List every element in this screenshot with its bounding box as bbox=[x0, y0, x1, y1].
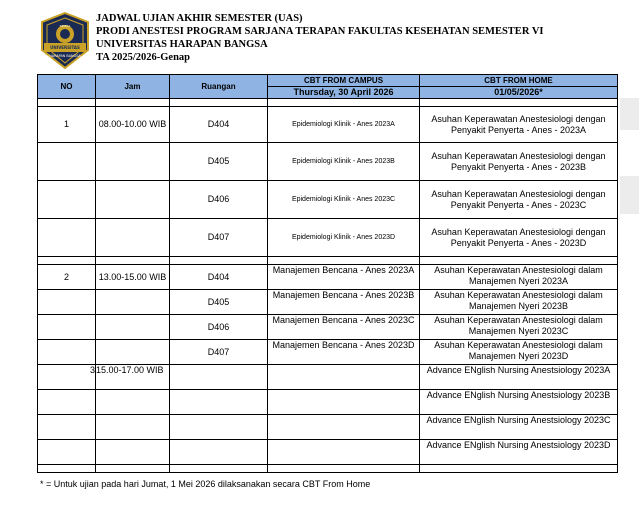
cell-campus-exam: Epidemiologi Klinik - Anes 2023A bbox=[268, 107, 420, 143]
cell-room: D406 bbox=[170, 181, 268, 219]
table-row bbox=[38, 390, 618, 415]
cell-no bbox=[38, 290, 96, 315]
cell-campus-exam: Manajemen Bencana - Anes 2023B bbox=[268, 290, 420, 315]
cell-home-exam: Advance ENglish Nursing Anestsiology 2023C bbox=[420, 415, 618, 440]
col-header-home-date: 01/05/2026* bbox=[420, 87, 618, 99]
table-row bbox=[38, 181, 618, 219]
cell-no bbox=[38, 181, 96, 219]
header-program: PRODI ANESTESI PROGRAM SARJANA TERAPAN FAKULTAS KESEHATAN SEMESTER VI bbox=[96, 26, 544, 37]
table-row bbox=[38, 415, 618, 440]
cell-no bbox=[38, 143, 96, 181]
cell-home-exam: Asuhan Keperawatan Anestesiologi dalam Manajemen Nyeri 2023D bbox=[420, 340, 618, 365]
cell-home-exam: Asuhan Keperawatan Anestesiologi dengan Penyakit Penyerta - Anes - 2023D bbox=[420, 219, 618, 257]
svg-text:UNIVERSITAS: UNIVERSITAS bbox=[50, 45, 80, 50]
table-row bbox=[38, 340, 618, 365]
cell-no bbox=[38, 390, 96, 415]
document-header bbox=[38, 12, 558, 72]
cell-campus-exam bbox=[268, 390, 420, 415]
header-title: JADWAL UJIAN AKHIR SEMESTER (UAS) bbox=[96, 13, 303, 24]
table-row bbox=[38, 143, 618, 181]
cell-home-exam: Asuhan Keperawatan Anestesiologi dalam Manajemen Nyeri 2023C bbox=[420, 315, 618, 340]
header-university: UNIVERSITAS HARAPAN BANGSA bbox=[96, 39, 268, 50]
table-row bbox=[38, 440, 618, 465]
table-row bbox=[38, 290, 618, 315]
col-header-home: CBT FROM HOME bbox=[420, 75, 618, 87]
cell-home-exam: Asuhan Keperawatan Anestesiologi dengan Penyakit Penyerta - Anes - 2023C bbox=[420, 181, 618, 219]
col-header-campus-date: Thursday, 30 April 2026 bbox=[268, 87, 420, 99]
cell-no: 2 bbox=[38, 265, 96, 290]
cell-no bbox=[38, 340, 96, 365]
col-header-ruangan: Ruangan bbox=[170, 75, 268, 99]
cell-room bbox=[170, 415, 268, 440]
cell-room: D407 bbox=[170, 340, 268, 365]
cell-home-exam: Asuhan Keperawatan Anestesiologi dalam Manajemen Nyeri 2023B bbox=[420, 290, 618, 315]
cell-room: D405 bbox=[170, 143, 268, 181]
cell-room bbox=[170, 440, 268, 465]
cell-home-exam: Asuhan Keperawatan Anestesiologi dengan Penyakit Penyerta - Anes - 2023A bbox=[420, 107, 618, 143]
cell-no bbox=[38, 315, 96, 340]
spacer-row bbox=[38, 99, 618, 107]
cell-home-exam: Asuhan Keperawatan Anestesiologi dalam Manajemen Nyeri 2023A bbox=[420, 265, 618, 290]
cell-home-exam: Advance ENglish Nursing Anestsiology 2023B bbox=[420, 390, 618, 415]
cell-campus-exam: Manajemen Bencana - Anes 2023D bbox=[268, 340, 420, 365]
cell-home-exam: Advance ENglish Nursing Anestsiology 2023D bbox=[420, 440, 618, 465]
cell-jam: 13.00-15.00 WIB bbox=[96, 265, 170, 290]
right-edge-stripe bbox=[620, 176, 639, 214]
header-text bbox=[96, 12, 544, 64]
cell-room bbox=[170, 365, 268, 390]
cell-no bbox=[38, 440, 96, 465]
table-row bbox=[38, 365, 618, 390]
cell-campus-exam: Manajemen Bencana - Anes 2023A bbox=[268, 265, 420, 290]
col-header-no: NO bbox=[38, 75, 96, 99]
svg-text:SEMUA: SEMUA bbox=[59, 24, 71, 28]
cell-jam: 08.00-10.00 WIB bbox=[96, 107, 170, 143]
cell-jam bbox=[96, 390, 170, 415]
cell-jam: 15.00-17.00 WIB bbox=[96, 365, 170, 390]
cell-room: D407 bbox=[170, 219, 268, 257]
cell-jam bbox=[96, 315, 170, 340]
cell-no: 1 bbox=[38, 107, 96, 143]
footnote: * = Untuk ujian pada hari Jumat, 1 Mei 2026 dilaksanakan secara CBT From Home bbox=[40, 479, 371, 489]
right-edge-stripe bbox=[620, 98, 639, 130]
cell-jam bbox=[96, 340, 170, 365]
cell-jam bbox=[96, 181, 170, 219]
cell-campus-exam: Epidemiologi Klinik - Anes 2023C bbox=[268, 181, 420, 219]
col-header-campus: CBT FROM CAMPUS bbox=[268, 75, 420, 87]
col-header-jam: Jam bbox=[96, 75, 170, 99]
cell-room: D404 bbox=[170, 107, 268, 143]
cell-campus-exam bbox=[268, 415, 420, 440]
cell-home-exam: Advance ENglish Nursing Anestsiology 2023A bbox=[420, 365, 618, 390]
cell-campus-exam: Epidemiologi Klinik - Anes 2023D bbox=[268, 219, 420, 257]
cell-room bbox=[170, 390, 268, 415]
cell-room: D404 bbox=[170, 265, 268, 290]
cell-jam bbox=[96, 143, 170, 181]
cell-home-exam: Asuhan Keperawatan Anestesiologi dengan Penyakit Penyerta - Anes - 2023B bbox=[420, 143, 618, 181]
cell-room: D406 bbox=[170, 315, 268, 340]
header-academic-year: TA 2025/2026-Genap bbox=[96, 52, 191, 63]
exam-schedule-table bbox=[37, 74, 618, 473]
svg-text:HARAPAN BANGSA: HARAPAN BANGSA bbox=[49, 54, 81, 58]
cell-jam bbox=[96, 440, 170, 465]
table-row bbox=[38, 219, 618, 257]
cell-no bbox=[38, 415, 96, 440]
table-row bbox=[38, 315, 618, 340]
cell-room: D405 bbox=[170, 290, 268, 315]
cell-jam bbox=[96, 415, 170, 440]
cell-campus-exam bbox=[268, 365, 420, 390]
cell-jam bbox=[96, 219, 170, 257]
table-row bbox=[38, 265, 618, 290]
cell-campus-exam: Manajemen Bencana - Anes 2023C bbox=[268, 315, 420, 340]
cell-no: 3 bbox=[38, 365, 96, 390]
cell-campus-exam bbox=[268, 440, 420, 465]
university-logo-icon bbox=[38, 12, 92, 70]
cell-no bbox=[38, 219, 96, 257]
table-row bbox=[38, 107, 618, 143]
spacer-row bbox=[38, 257, 618, 265]
spacer-row bbox=[38, 465, 618, 473]
cell-jam bbox=[96, 290, 170, 315]
cell-campus-exam: Epidemiologi Klinik - Anes 2023B bbox=[268, 143, 420, 181]
